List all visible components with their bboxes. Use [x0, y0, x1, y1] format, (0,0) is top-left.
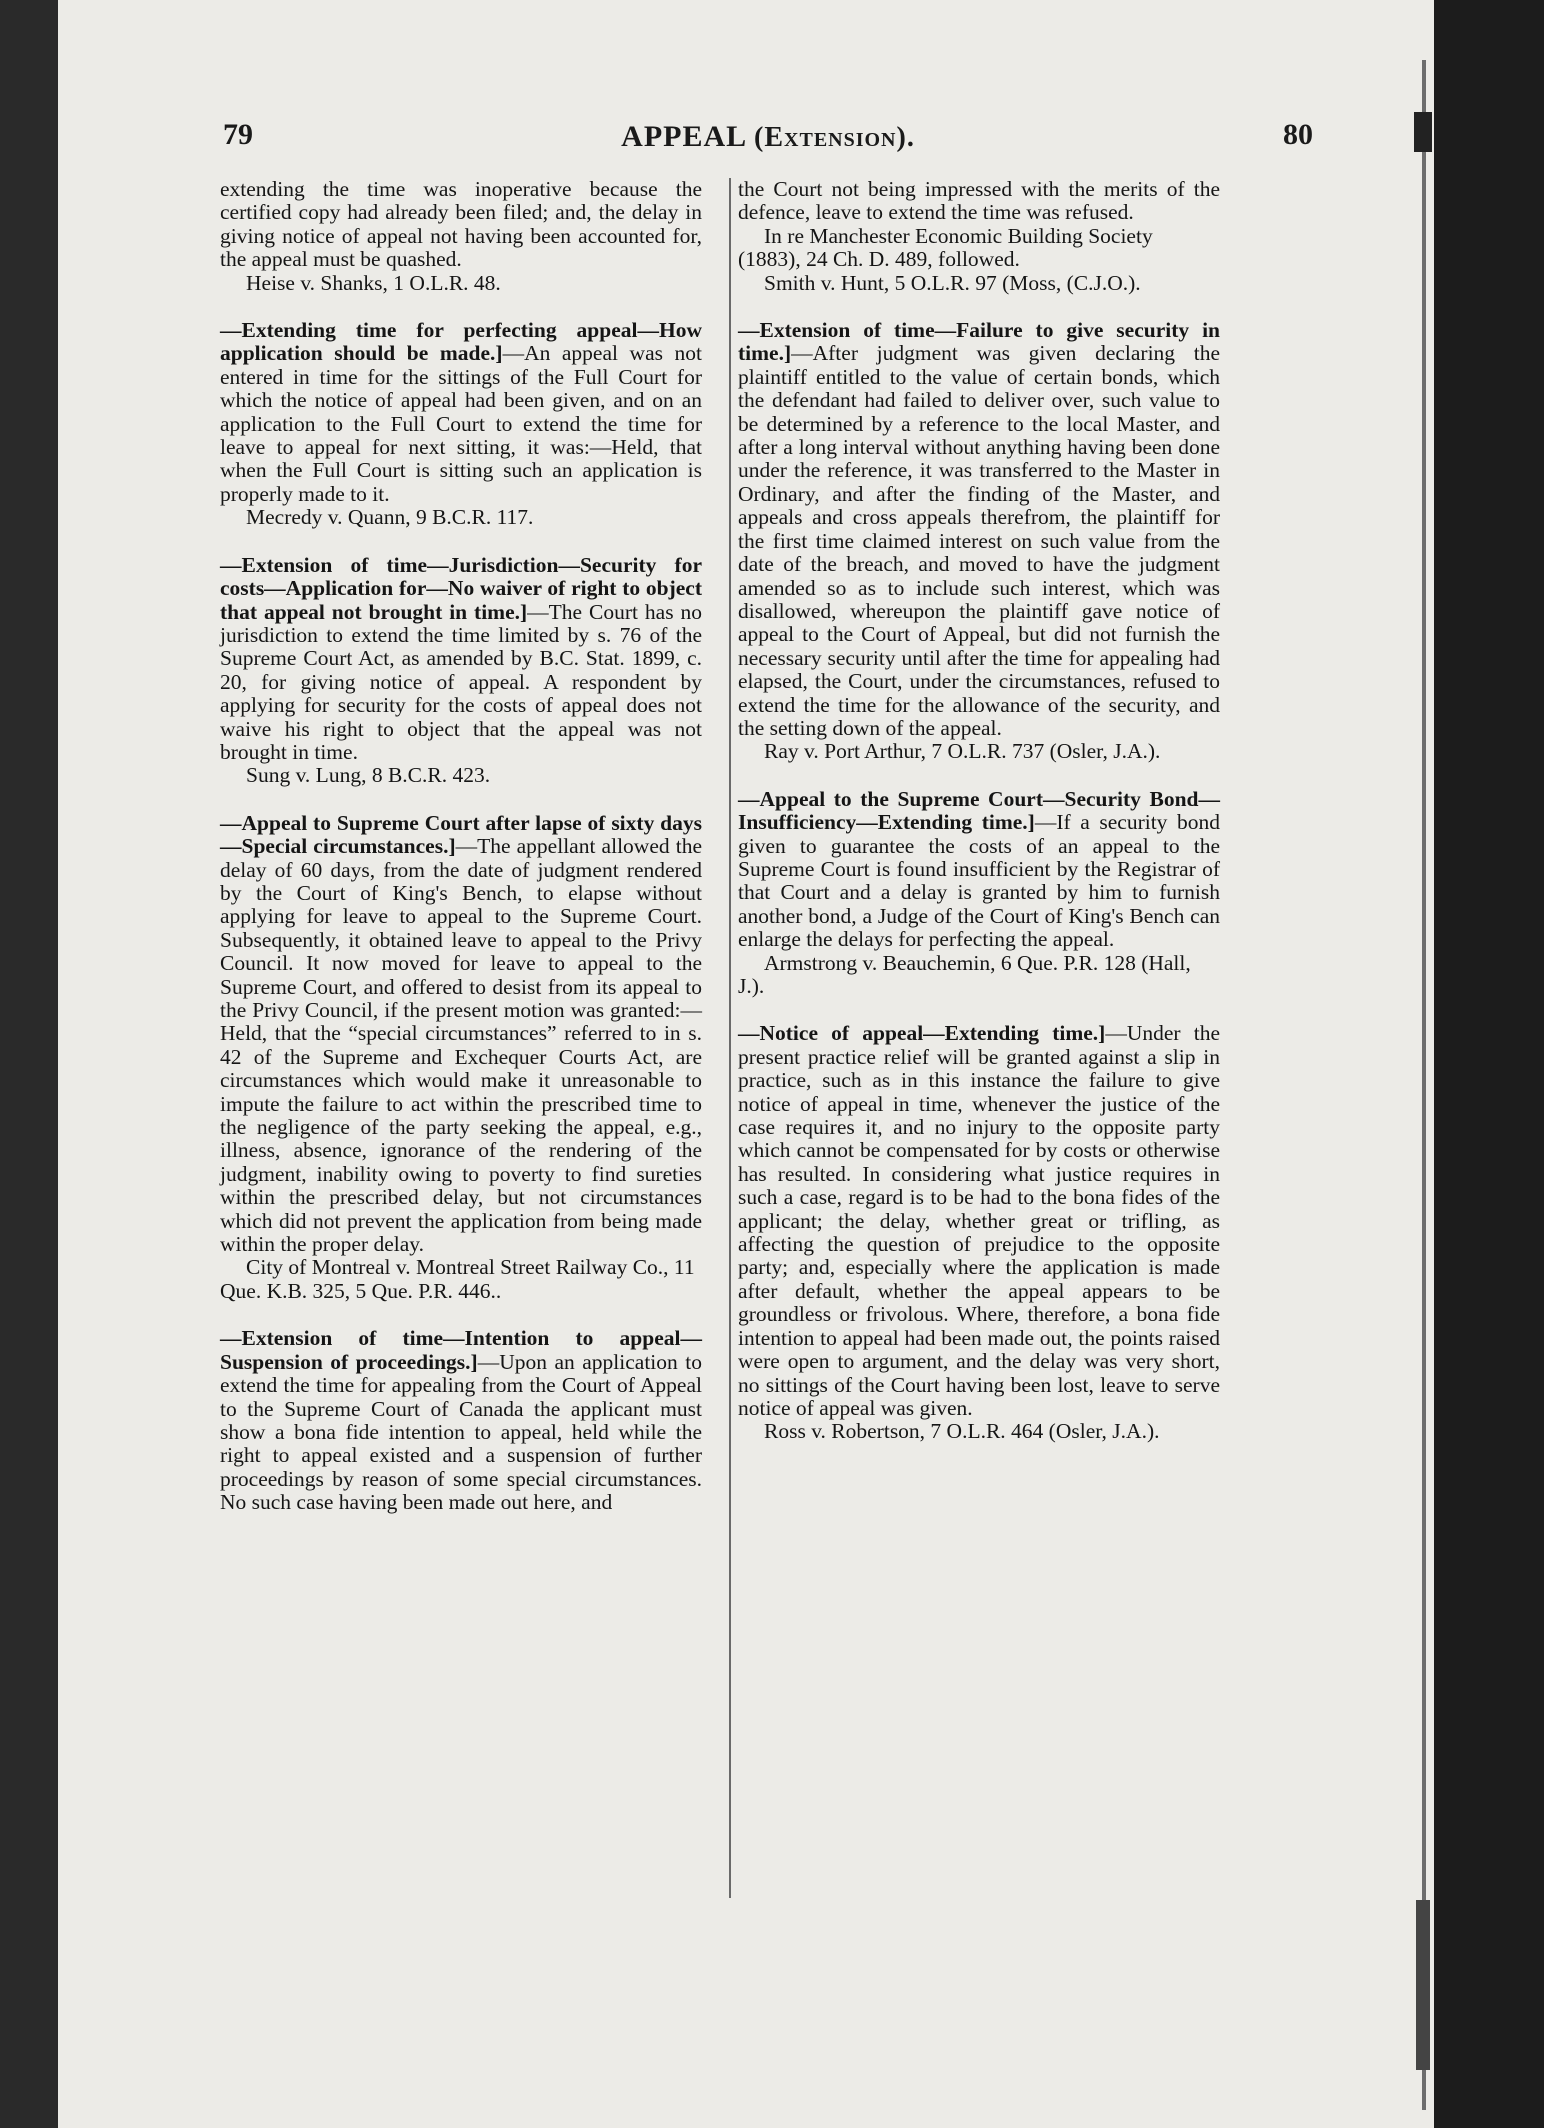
citation: In re Manchester Economic Building Society (1883), 24 Ch. D. 489, followed.	[738, 223, 1153, 272]
citation: Mecredy v. Quann, 9 B.C.R. 117.	[246, 505, 534, 530]
book-page	[58, 0, 1434, 2128]
entry-text: —The Court has no jurisdiction to extend the time limited by s. 76 of the Supreme Court Act, as amended by B.C. Stat. 1899, c. 20, for giving notice of appeal. A respondent by applying for security for the costs of appeal does not waive his right to object that the appeal was not brought in time.	[220, 599, 702, 764]
digest-entry	[738, 1022, 1220, 1443]
digest-entry	[220, 319, 702, 530]
scan-border-right	[1434, 0, 1544, 2128]
citation: Heise v. Shanks, 1 O.L.R. 48.	[246, 270, 501, 295]
citation: Smith v. Hunt, 5 O.L.R. 97 (Moss, (C.J.O.).	[764, 270, 1141, 295]
entry-heading: —Appeal to the Supreme Court—Security Bond—Insufficiency—Extending time.]	[738, 786, 1220, 835]
entry-heading: —Extension of time—Jurisdiction—Security for costs—Application for—No waiver of right to object that appeal not brought in time.]	[220, 552, 702, 624]
entry-heading: —Appeal to Supreme Court after lapse of sixty days—Special circumstances.]	[220, 810, 702, 859]
citation: Armstrong v. Beauchemin, 6 Que. P.R. 128 (Hall, J.).	[738, 950, 1191, 998]
spine-mark	[1416, 1900, 1430, 2070]
running-title-sub: (Extension).	[754, 122, 915, 153]
entry-body	[220, 319, 702, 506]
digest-entry	[220, 1327, 702, 1514]
entry-heading: —Extension of time—Intention to appeal—Suspension of proceedings.]	[220, 1326, 702, 1374]
entry-body	[738, 788, 1220, 952]
entry-text: the Court not being impressed with the merits of the defence, leave to extend the time was refused.	[738, 177, 1220, 225]
page-spine-edge	[1422, 60, 1426, 2110]
entry-heading: —Extending time for perfecting appeal—How application should be made.]	[220, 318, 702, 366]
spine-mark	[1414, 112, 1432, 152]
entry-body	[738, 319, 1220, 740]
digest-entry	[738, 788, 1220, 999]
citation: Ross v. Robertson, 7 O.L.R. 464 (Osler, J.A.).	[764, 1419, 1160, 1444]
entry-text: —After judgment was given declaring the plaintiff entitled to the value of certain bonds, which the defendant had failed to deliver over, such value to be determined by a reference to the local Master, and after a long interval without anything having been done under the reference, it was transferred to the Master in Ordinary, and after the finding of the Master, and appeals and cross appeals therefrom, the plaintiff for the first time claimed interest on such value from the date of the breach, and moved to have the judgment amended so as to include such interest, which was disallowed, whereupon the plaintiff gave notice of appeal to the Court of Appeal, but did not furnish the necessary security until after the time for appealing had elapsed, the Court, under the circumstances, refused to extend the time for the allowance of the security, and the setting down of the appeal.	[738, 341, 1220, 740]
citation: City of Montreal v. Montreal Street Railway Co., 11 Que. K.B. 325, 5 Que. P.R. 446..	[220, 1255, 695, 1303]
scan-border-left	[0, 0, 58, 2128]
citation: Sung v. Lung, 8 B.C.R. 423.	[246, 763, 491, 788]
running-header	[223, 118, 1313, 168]
entry-text: extending the time was inoperative because the certified copy had already been filed; and, the delay in giving notice of appeal not having been accounted for, the appeal must be quashed.	[220, 177, 702, 272]
right-column	[738, 178, 1220, 1444]
entry-text: —The appellant allowed the delay of 60 days, from the date of judgment rendered by the Court of King's Bench, to elapse without applying for leave to appeal to the Supreme Court. Subsequently, it obtained leave to appeal to the Privy Council. It now moved for leave to appeal to the Supreme Court, and offered to desist from its appeal to the Privy Council, if the present motion was granted:—Held, that the “special circumstances” referred to in s. 42 of the Supreme and Exchequer Courts Act, are circumstances which would make it unreasonable to impute the failure to act within the prescribed time to the negligence of the party seeking the appeal, e.g., illness, absence, ignorance of the rendering of the judgment, inability owing to poverty to find sureties within the prescribed delay, but not circumstances which did not prevent the application from being made within the proper delay.	[220, 834, 702, 1257]
page-number-left: 79	[223, 118, 253, 151]
entry-heading: —Notice of appeal—Extending time.]	[738, 1021, 1106, 1046]
left-column	[220, 178, 702, 1515]
citation: Ray v. Port Arthur, 7 O.L.R. 737 (Osler, J.A.).	[764, 739, 1161, 764]
digest-entry	[220, 554, 702, 788]
digest-entry	[220, 812, 702, 1304]
entry-text: —An appeal was not entered in time for the sittings of the Full Court for which the notice of appeal had been given, and on an application to the Full Court to extend the time for leave to appeal for next sitting, it was:—Held, that when the Full Court is sitting such an application is properly made to it.	[220, 341, 702, 506]
entry-body	[220, 1327, 702, 1514]
running-title-main: APPEAL	[621, 120, 746, 153]
entry-heading: —Extension of time—Failure to give security in time.]	[738, 318, 1220, 366]
column-divider	[729, 178, 731, 1898]
entry-text: —Under the present practice relief will be granted against a slip in practice, such as in this instance the failure to give notice of appeal in time, whenever the justice of the case requires it, and no injury to the opposite party which cannot be compensated for by costs or otherwise has resulted. In considering what justice requires in such a case, regard is to be had to the bona fides of the applicant; the delay, whether great or trifling, as affecting the question of prejudice to the opposite party; and, especially where the application is made after default, whether the appeal appears to be groundless or frivolous. Where, therefore, a bona fide intention to appeal had been made out, the points raised were open to argument, and the delay was very short, no sittings of the Court having been lost, leave to serve notice of appeal was given.	[738, 1021, 1221, 1420]
entry-continuation	[220, 178, 702, 295]
entry-body	[738, 1022, 1220, 1420]
page-number-right: 80	[1283, 118, 1313, 151]
entry-text: —If a security bond given to guarantee the costs of an appeal to the Supreme Court is found insufficient by the Registrar of that Court and a delay is granted by him to furnish another bond, a Judge of the Court of King's Bench can enlarge the delays for perfecting the appeal.	[738, 810, 1220, 952]
entry-text: —Upon an application to extend the time for appealing from the Court of Appeal to the Supreme Court of Canada the applicant must show a bona fide intention to appeal, held while the right to appeal existed and a suspension of further proceedings by reason of some special circumstances. No such case having been made out here, and	[220, 1349, 702, 1515]
entry-body	[220, 554, 702, 765]
digest-entry	[738, 319, 1220, 764]
running-title	[223, 120, 1313, 154]
entry-continuation	[738, 178, 1220, 295]
entry-body	[220, 812, 702, 1257]
